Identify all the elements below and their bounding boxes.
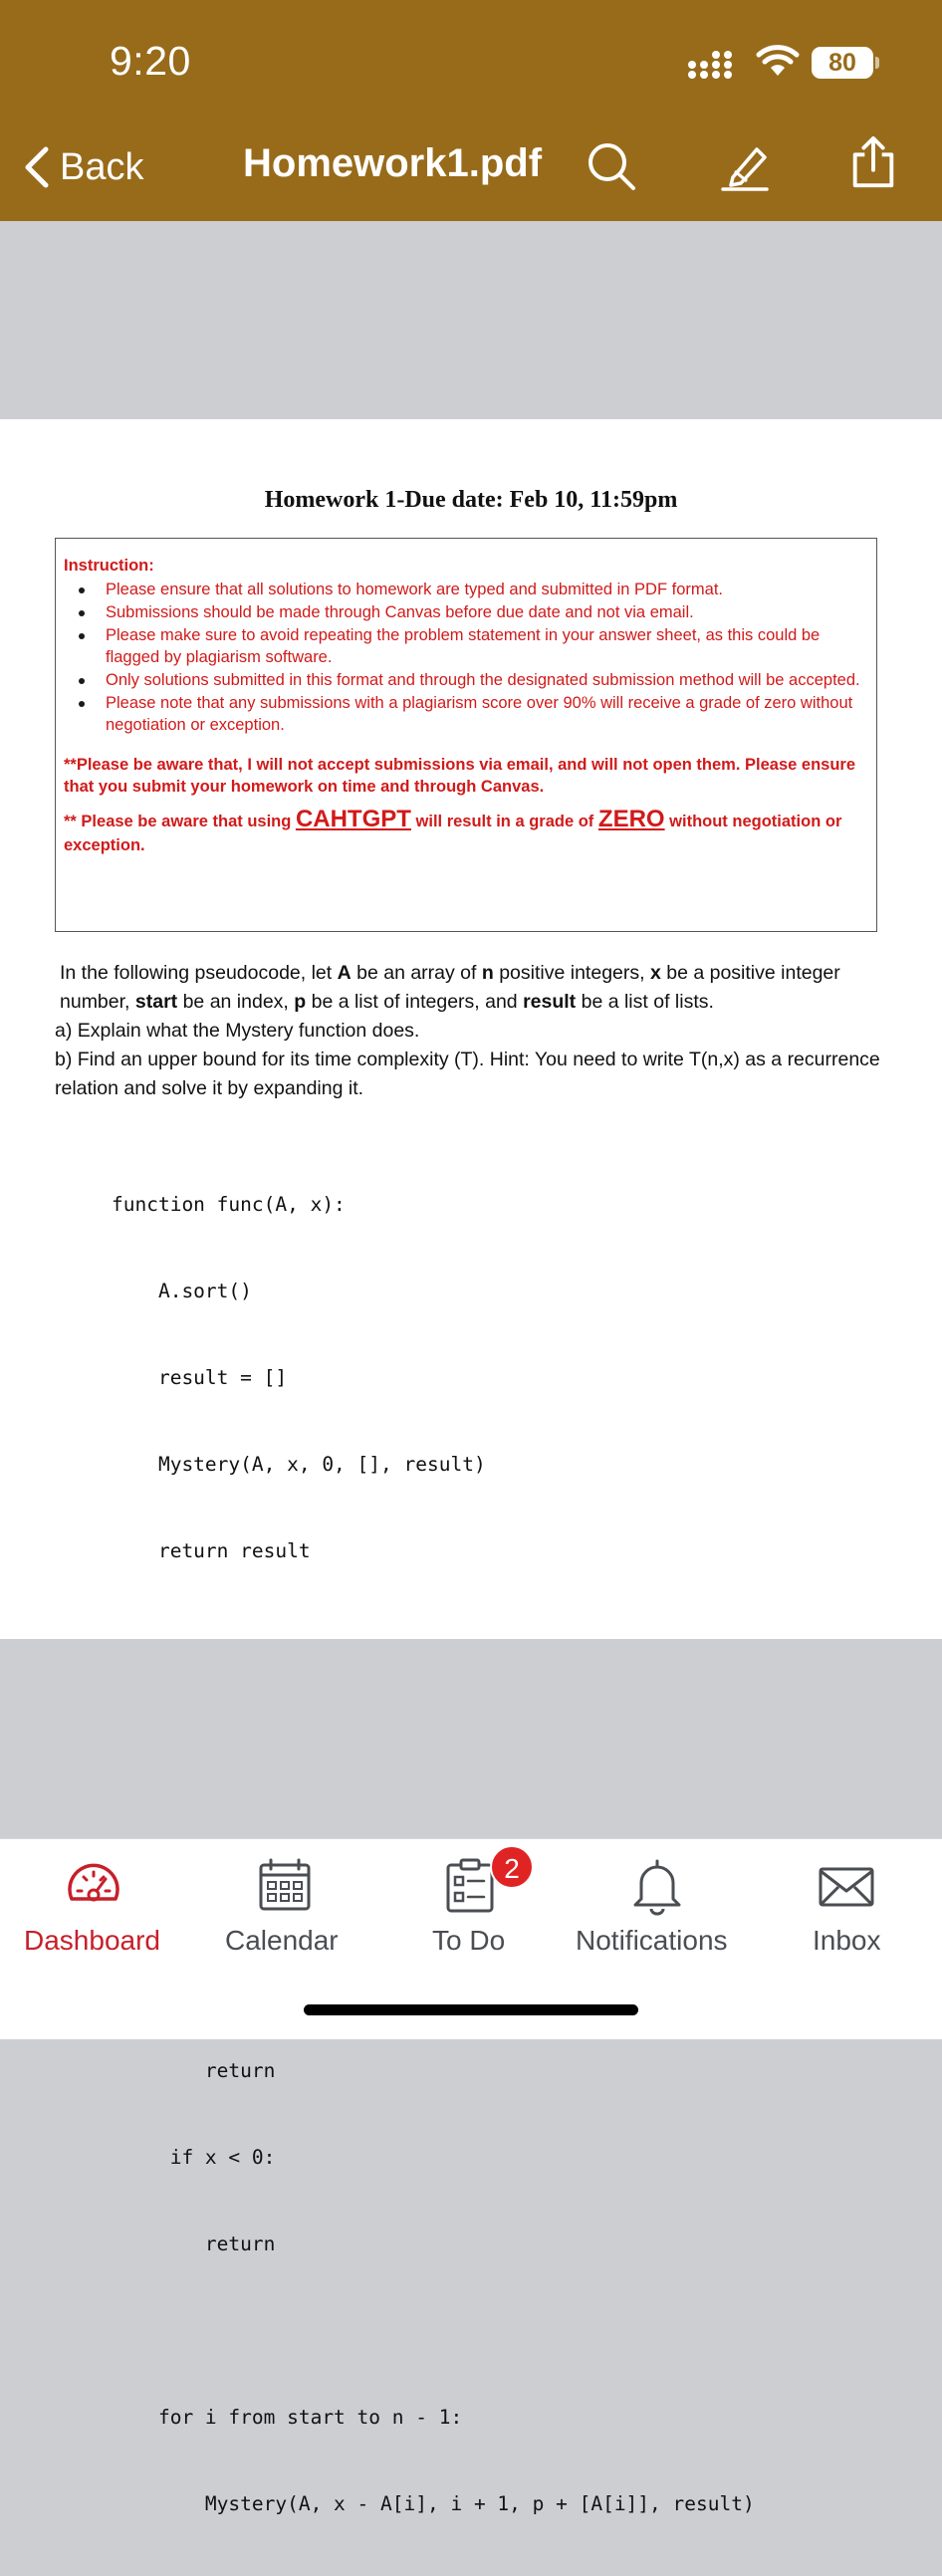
code-line: for i from start to n - 1: (112, 2406, 463, 2429)
wifi-icon (757, 46, 799, 78)
problem-text: be a list of lists. (576, 991, 714, 1013)
problem-bold: n (481, 962, 494, 984)
code-line: Mystery(A, x, 0, [], result) (112, 1453, 486, 1476)
chatgpt-warning-prefix: ** Please be aware that using (64, 813, 296, 830)
todo-badge: 2 (490, 1845, 534, 1889)
tab-inbox[interactable] (797, 1839, 916, 1969)
code-line: return (112, 2232, 276, 2255)
viewer-margin-top (0, 221, 942, 419)
viewer-margin-bottom (0, 1639, 942, 1838)
instruction-item: Please make sure to avoid repeating the problem statement in your answer sheet, as this could be flagged by plagiarism software. (64, 624, 866, 668)
tab-dashboard-label: Dashboard (24, 1925, 160, 1956)
problem-bold: start (134, 991, 178, 1013)
code-line: result = [] (112, 1366, 288, 1389)
problem-statement (55, 959, 891, 1103)
top-header (0, 0, 942, 221)
chevron-left-icon (20, 143, 54, 191)
code-line: function func(A, x): (112, 1193, 346, 1216)
tab-calendar-label: Calendar (225, 1925, 339, 1956)
chatgpt-warning-middle: will result in a grade of (410, 813, 598, 830)
tab-dashboard[interactable] (0, 1839, 189, 1969)
bell-icon (627, 1855, 687, 1915)
chatgpt-warning-suffix: without negotiation or exception. (64, 813, 842, 854)
instruction-item: Submissions should be made through Canvas before due date and not via email. (64, 601, 866, 623)
envelope-icon (817, 1855, 876, 1915)
code-line: return (112, 2059, 276, 2082)
battery-level: 80 (812, 47, 873, 79)
problem-intro (55, 959, 891, 1017)
instruction-list (64, 579, 866, 736)
document-title: Homework1.pdf (243, 141, 543, 185)
problem-text: be an index, (177, 991, 295, 1013)
chatgpt-highlight: CAHTGPT (295, 806, 411, 832)
tab-calendar[interactable] (199, 1839, 368, 1969)
search-icon[interactable] (586, 140, 639, 194)
problem-text: be an array of (351, 962, 482, 984)
problem-bold: p (294, 991, 307, 1013)
instruction-box (55, 538, 877, 932)
instruction-item: Only solutions submitted in this format and through the designated submission method will be accepted. (64, 669, 866, 691)
tab-todo[interactable] (398, 1839, 538, 1969)
problem-bold: A (337, 962, 352, 984)
problem-bold: result (523, 991, 577, 1013)
instruction-heading: Instruction: (64, 557, 154, 575)
battery-tip (875, 57, 879, 69)
dashboard-gauge-icon (64, 1855, 123, 1915)
calendar-icon (255, 1855, 315, 1915)
chatgpt-warning (64, 808, 866, 857)
problem-text: be a list of integers, and (306, 991, 524, 1013)
home-indicator[interactable] (304, 2004, 638, 2015)
problem-part-b: b) Find an upper bound for its time complexity (T). Hint: You need to write T(n,x) as a recurrence relation and solve it by expanding it. (55, 1049, 880, 1099)
annotate-pen-icon[interactable] (719, 139, 773, 193)
problem-text: positive integers, (493, 962, 650, 984)
email-warning: **Please be aware that, I will not accept submissions via email, and will not open them. Please ensure that you submit your homework on time and through Canvas. (64, 756, 856, 796)
share-icon[interactable] (846, 135, 900, 189)
instruction-item: Please ensure that all solutions to homework are typed and submitted in PDF format. (64, 579, 866, 600)
problem-text: In the following pseudocode, let (60, 962, 338, 984)
code-line: if x < 0: (112, 2146, 276, 2169)
zero-highlight: ZERO (597, 806, 665, 832)
problem-part-a: a) Explain what the Mystery function does. (55, 1020, 420, 1042)
tab-inbox-label: Inbox (813, 1925, 881, 1956)
tab-notifications[interactable] (568, 1839, 747, 1969)
back-label: Back (60, 145, 144, 188)
status-time: 9:20 (110, 38, 191, 84)
cellular-signal-icon (687, 48, 737, 80)
homework-title: Homework 1-Due date: Feb 10, 11:59pm (264, 487, 678, 513)
tab-todo-label: To Do (432, 1925, 506, 1956)
problem-bold: x (649, 962, 661, 984)
code-line (112, 2316, 755, 2345)
code-line: A.sort() (112, 1280, 252, 1302)
code-line: return result (112, 1539, 311, 1562)
instruction-item: Please note that any submissions with a plagiarism score over 90% will receive a grade of zero without negotiation or exception. (64, 692, 866, 736)
problem-text: be a positive integer number, (60, 962, 840, 1013)
battery-icon (812, 47, 879, 79)
tab-notifications-label: Notifications (576, 1925, 728, 1956)
code-line: Mystery(A, x - A[i], i + 1, p + [A[i]], result) (112, 2492, 755, 2515)
back-button[interactable] (20, 137, 143, 197)
